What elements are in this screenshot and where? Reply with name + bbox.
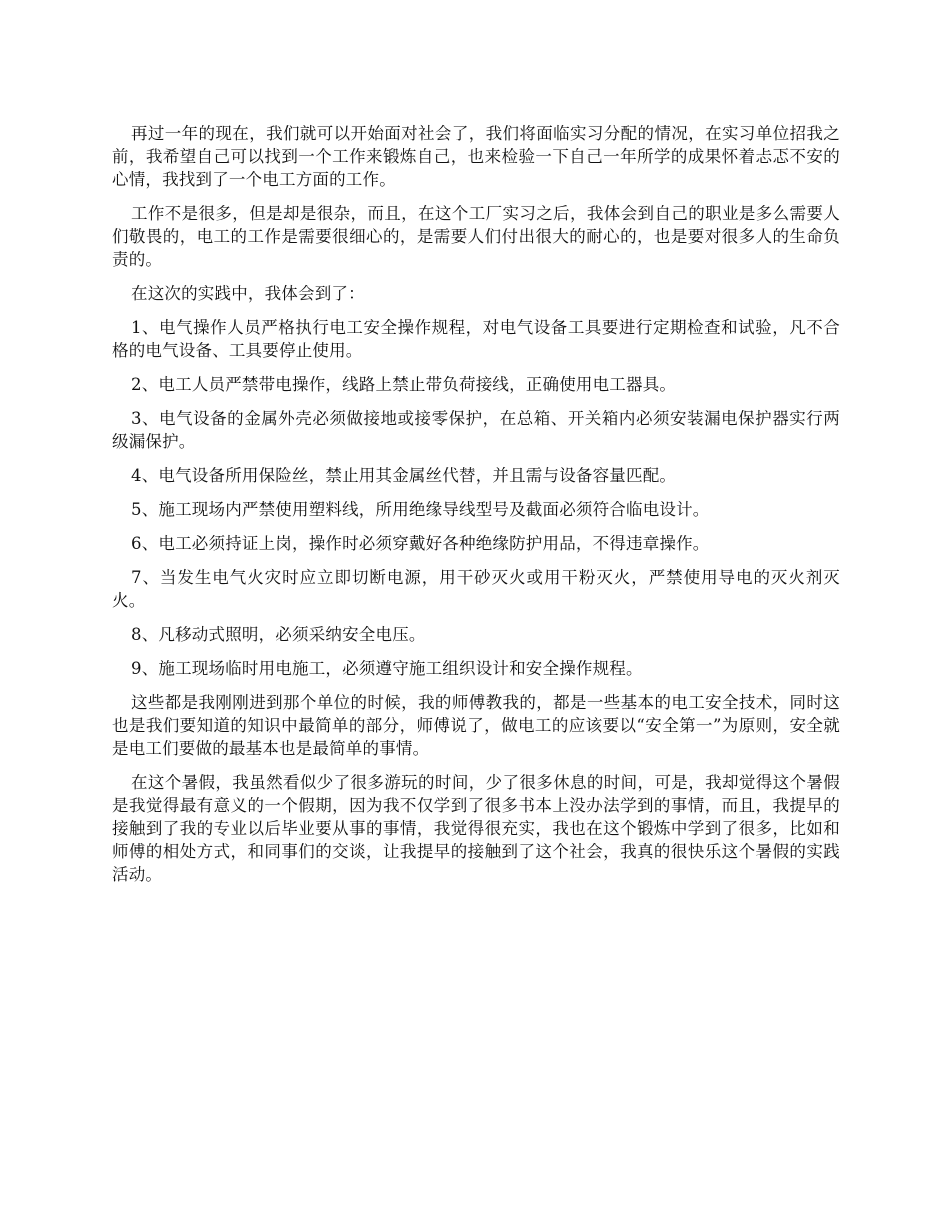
paragraph-conclusion: 在这个暑假，我虽然看似少了很多游玩的时间，少了很多休息的时间，可是，我却觉得这个暑假是我觉得最有意义的一个假期，因为我不仅学到了很多书本上没办法学到的事情，而且，我提早的接触到了我的专业以后毕业要从事的事情，我觉得很充实，我也在这个锻炼中学到了很多，比如和师傅的相处方式，和同事们的交谈，让我提早的接触到了这个社会，我真的很快乐这个暑假的实践活动。 <box>112 773 840 884</box>
rule-item-1: 1、电气操作人员严格执行电工安全操作规程，对电气设备工具要进行定期检查和试验，凡不合格的电气设备、工具要停止使用。 <box>112 318 840 360</box>
document-body <box>112 122 840 897</box>
paragraph-intro: 再过一年的现在，我们就可以开始面对社会了，我们将面临实习分配的情况，在实习单位招我之前，我希望自己可以找到一个工作来锻炼自己，也来检验一下自己一年所学的成果怀着忐忑不安的心情，我找到了一个电工方面的工作。 <box>112 124 840 189</box>
rule-item-7: 7、当发生电气火灾时应立即切断电源，用干砂灭火或用干粉灭火，严禁使用导电的灭火剂灭火。 <box>112 568 840 610</box>
rule-item-6: 6、电工必须持证上岗，操作时必须穿戴好各种绝缘防护用品，不得违章操作。 <box>131 534 710 553</box>
rule-item-2: 2、电工人员严禁带电操作，线路上禁止带负荷接线，正确使用电工器具。 <box>131 375 677 394</box>
paragraph-mentor-teaching: 这些都是我刚刚进到那个单位的时候，我的师傅教我的，都是一些基本的电工安全技术，同时这也是我们要知道的知识中最简单的部分，师傅说了，做电工的应该要以“安全第一”为原则，安全就是电工们要做的最基本也是最简单的事情。 <box>112 693 840 758</box>
rule-item-5: 5、施工现场内严禁使用塑料线，所用绝缘导线型号及截面必须符合临电设计。 <box>131 500 710 519</box>
paragraph-lessons-intro: 在这次的实践中，我体会到了： <box>131 284 365 303</box>
rule-item-8: 8、凡移动式照明，必须采纳安全电压。 <box>131 625 426 644</box>
paragraph-work-description: 工作不是很多，但是却是很杂，而且，在这个工厂实习之后，我体会到自己的职业是多么需要人们敬畏的，电工的工作是需要很细心的，是需要人们付出很大的耐心的，也是要对很多人的生命负责的。 <box>112 204 840 269</box>
rule-item-4: 4、电气设备所用保险丝，禁止用其金属丝代替，并且需与设备容量匹配。 <box>131 466 677 485</box>
rule-item-3: 3、电气设备的金属外壳必须做接地或接零保护，在总箱、开关箱内必须安装漏电保护器实行两级漏保护。 <box>112 409 840 451</box>
rule-item-9: 9、施工现场临时用电施工，必须遵守施工组织设计和安全操作规程。 <box>131 659 643 678</box>
